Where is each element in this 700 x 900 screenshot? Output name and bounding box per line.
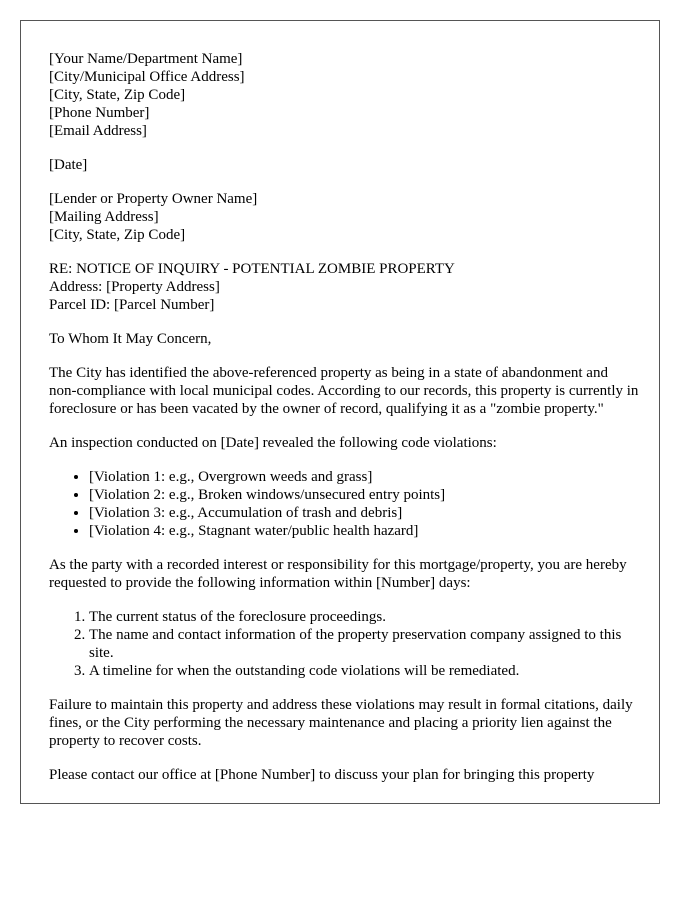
recipient-name: [Lender or Property Owner Name] (49, 191, 258, 207)
body-paragraph-4: Failure to maintain this property and address these violations may result in formal citations, daily fines, or the City performing the necessary maintenance and placing a priority lien against the property to recover costs. (49, 697, 633, 749)
violation-item: • [Violation 2: e.g., Broken windows/unsecured entry points] (89, 486, 639, 504)
requests-list (49, 608, 639, 680)
salutation: To Whom It May Concern, (49, 331, 212, 347)
letter-date: [Date] (49, 157, 88, 173)
letter-page (20, 20, 660, 804)
request-item: 2. The name and contact information of the property preservation company assigned to this site. (89, 626, 639, 662)
recipient-mailing-address: [Mailing Address] (49, 209, 159, 225)
body-paragraph-3: As the party with a recorded interest or responsibility for this mortgage/property, you are hereby requested to provide the following information within [Number] days: (49, 557, 627, 591)
sender-block (49, 50, 639, 140)
sender-office-address: [City/Municipal Office Address] (49, 69, 245, 85)
subject-parcel: Parcel ID: [Parcel Number] (49, 297, 215, 313)
sender-email: [Email Address] (49, 123, 147, 139)
sender-city-state-zip: [City, State, Zip Code] (49, 87, 186, 103)
violation-item: • [Violation 4: e.g., Stagnant water/public health hazard] (89, 522, 639, 540)
sender-phone: [Phone Number] (49, 105, 150, 121)
subject-re: RE: NOTICE OF INQUIRY - POTENTIAL ZOMBIE PROPERTY (49, 261, 455, 277)
recipient-block (49, 190, 639, 244)
body-paragraph-2: An inspection conducted on [Date] revealed the following code violations: (49, 435, 497, 451)
violation-item: • [Violation 3: e.g., Accumulation of trash and debris] (89, 504, 639, 522)
recipient-city-state-zip: [City, State, Zip Code] (49, 227, 186, 243)
subject-address: Address: [Property Address] (49, 279, 220, 295)
date-block (49, 156, 639, 174)
body-paragraph-1: The City has identified the above-referenced property as being in a state of abandonment and non-compliance with local municipal codes. According to our records, this property is currently in foreclosure or has been vacated by the owner of record, qualifying it as a "zombie property." (49, 365, 639, 417)
request-item: 1. The current status of the foreclosure proceedings. (89, 608, 639, 626)
sender-name: [Your Name/Department Name] (49, 51, 243, 67)
violation-item: • [Violation 1: e.g., Overgrown weeds and grass] (89, 468, 639, 486)
violations-list (49, 468, 639, 540)
subject-block (49, 260, 639, 314)
body-paragraph-5: Please contact our office at [Phone Number] to discuss your plan for bringing this property (49, 767, 595, 783)
request-item: 3. A timeline for when the outstanding code violations will be remediated. (89, 662, 639, 680)
letter-content (49, 50, 639, 800)
